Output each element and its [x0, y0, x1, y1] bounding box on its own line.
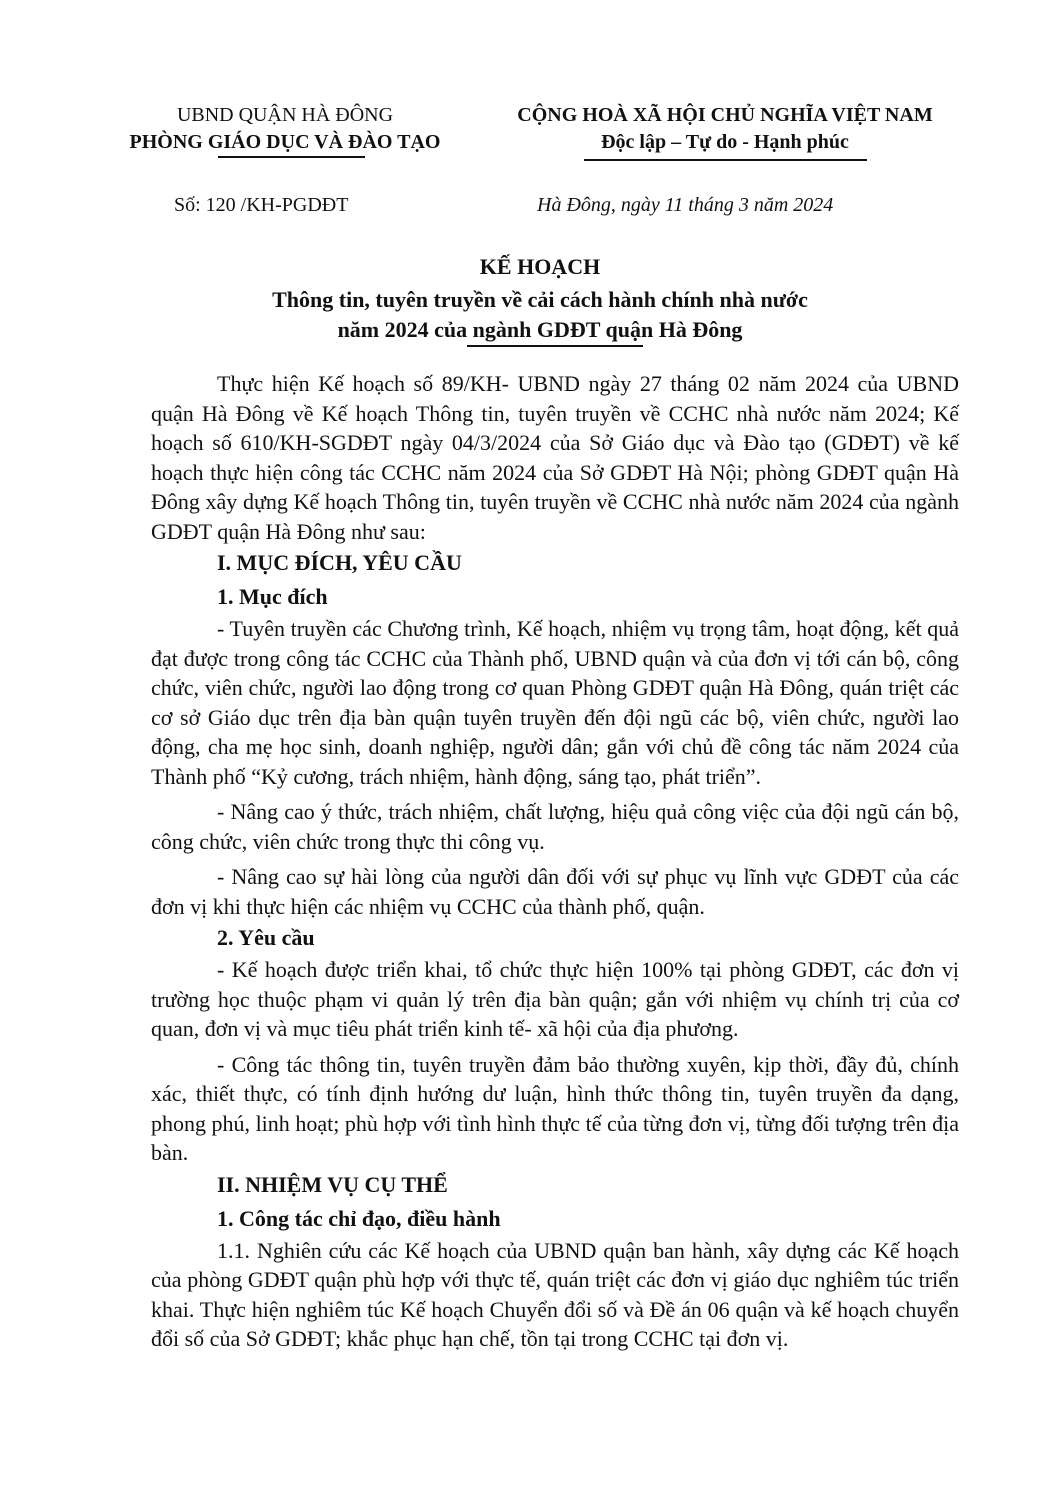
- document-body: [151, 369, 959, 1354]
- national-motto: Độc lập – Tự do - Hạnh phúc: [601, 131, 849, 153]
- title-subject-line1: Thông tin, tuyên truyền về cải cách hành chính nhà nước: [272, 287, 808, 312]
- agency-underline: [218, 156, 365, 158]
- national-header: [470, 102, 980, 156]
- document-number: Số: 120 /KH-PGDĐT: [174, 194, 349, 216]
- subsection-1-2-heading: 2. Yêu cầu: [217, 925, 315, 950]
- subsection-2-1-heading: 1. Công tác chỉ đạo, điều hành: [217, 1205, 501, 1231]
- national-title: CỘNG HOÀ XÃ HỘI CHỦ NGHĨA VIỆT NAM: [517, 104, 933, 126]
- paragraph: - Kế hoạch được triển khai, tổ chức thực hiện 100% tại phòng GDĐT, các đơn vị trường học thuộc phạm vi quản lý trên địa bàn quận; gắn với nhiệm vụ chính trị của cơ quan, đơn vị và mục tiêu phát triển kinh tế- xã hội của địa phương.: [151, 957, 959, 1041]
- agency-header: [100, 102, 470, 156]
- subsection-1-1-heading: 1. Mục đích: [217, 584, 328, 609]
- paragraph: 1.1. Nghiên cứu các Kế hoạch của UBND quận ban hành, xây dựng các Kế hoạch của phòng GDĐT quận phù hợp với thực tế, quán triệt các đơn vị giáo dục nghiêm túc triển khai. Thực hiện nghiêm túc Kế hoạch Chuyển đổi số và Đề án 06 quận và kế hoạch chuyển đổi số của Sở GDĐT; khắc phục hạn chế, tồn tại trong CCHC tại đơn vị.: [151, 1237, 959, 1351]
- intro-paragraph: Thực hiện Kế hoạch số 89/KH- UBND ngày 27 tháng 02 năm 2024 của UBND quận Hà Đông về Kế hoạch Thông tin, tuyên truyền về CCHC nhà nước năm 2024; Kế hoạch số 610/KH-SGDĐT ngày 04/3/2024 của Sở Giáo dục và Đào tạo (GDĐT) về kế hoạch thực hiện công tác CCHC năm 2024 của Sở GDĐT Hà Nội; phòng GDĐT quận Hà Đông xây dựng Kế hoạch Thông tin, tuyên truyền về CCHC nhà nước năm 2024 của ngành GDĐT quận Hà Đông như sau:: [151, 371, 959, 544]
- paragraph: - Nâng cao ý thức, trách nhiệm, chất lượng, hiệu quả công việc của đội ngũ cán bộ, công chức, viên chức trong thực thi công vụ.: [151, 799, 959, 854]
- paragraph: - Nâng cao sự hài lòng của người dân đối với sự phục vụ lĩnh vực GDĐT của các đơn vị khi thực hiện các nhiệm vụ CCHC của thành phố, quận.: [151, 864, 959, 919]
- section-2-heading: II. NHIỆM VỤ CỤ THỂ: [217, 1171, 448, 1197]
- paragraph: - Tuyên truyền các Chương trình, Kế hoạch, nhiệm vụ trọng tâm, hoạt động, kết quả đạt được trong công tác CCHC của Thành phố, UBND quận và của đơn vị tới cán bộ, công chức, viên chức, người lao động trong cơ quan Phòng GDĐT quận Hà Đông, quán triệt các cơ sở Giáo dục trên địa bàn quận tuyên truyền đến đội ngũ các bộ, viên chức, người lao động, cha mẹ học sinh, doanh nghiệp, người dân; gắn với chủ đề công tác năm 2024 của Thành phố “Kỷ cương, trách nhiệm, hành động, sáng tạo, phát triển”.: [151, 616, 959, 789]
- title-main: KẾ HOẠCH: [479, 254, 601, 279]
- agency-parent: UBND QUẬN HÀ ĐÔNG: [176, 104, 394, 126]
- document-title: [100, 252, 980, 345]
- title-subject-line2: năm 2024 của ngành GDĐT quận Hà Đông: [337, 317, 743, 342]
- title-underline: [467, 345, 643, 347]
- motto-underline: [584, 159, 867, 161]
- paragraph: - Công tác thông tin, tuyên truyền đảm bảo thường xuyên, kịp thời, đầy đủ, chính xác, thiết thực, có tính định hướng dư luận, hình thức thông tin, tuyên truyền đa dạng, phong phú, linh hoạt; phù hợp với tình hình thực tế của từng đơn vị, từng đối tượng trên địa bàn.: [151, 1051, 959, 1165]
- agency-name: PHÒNG GIÁO DỤC VÀ ĐÀO TẠO: [129, 131, 441, 153]
- section-1-heading: I. MỤC ĐÍCH, YÊU CẦU: [217, 550, 462, 575]
- place-date: Hà Đông, ngày 11 tháng 3 năm 2024: [537, 194, 834, 216]
